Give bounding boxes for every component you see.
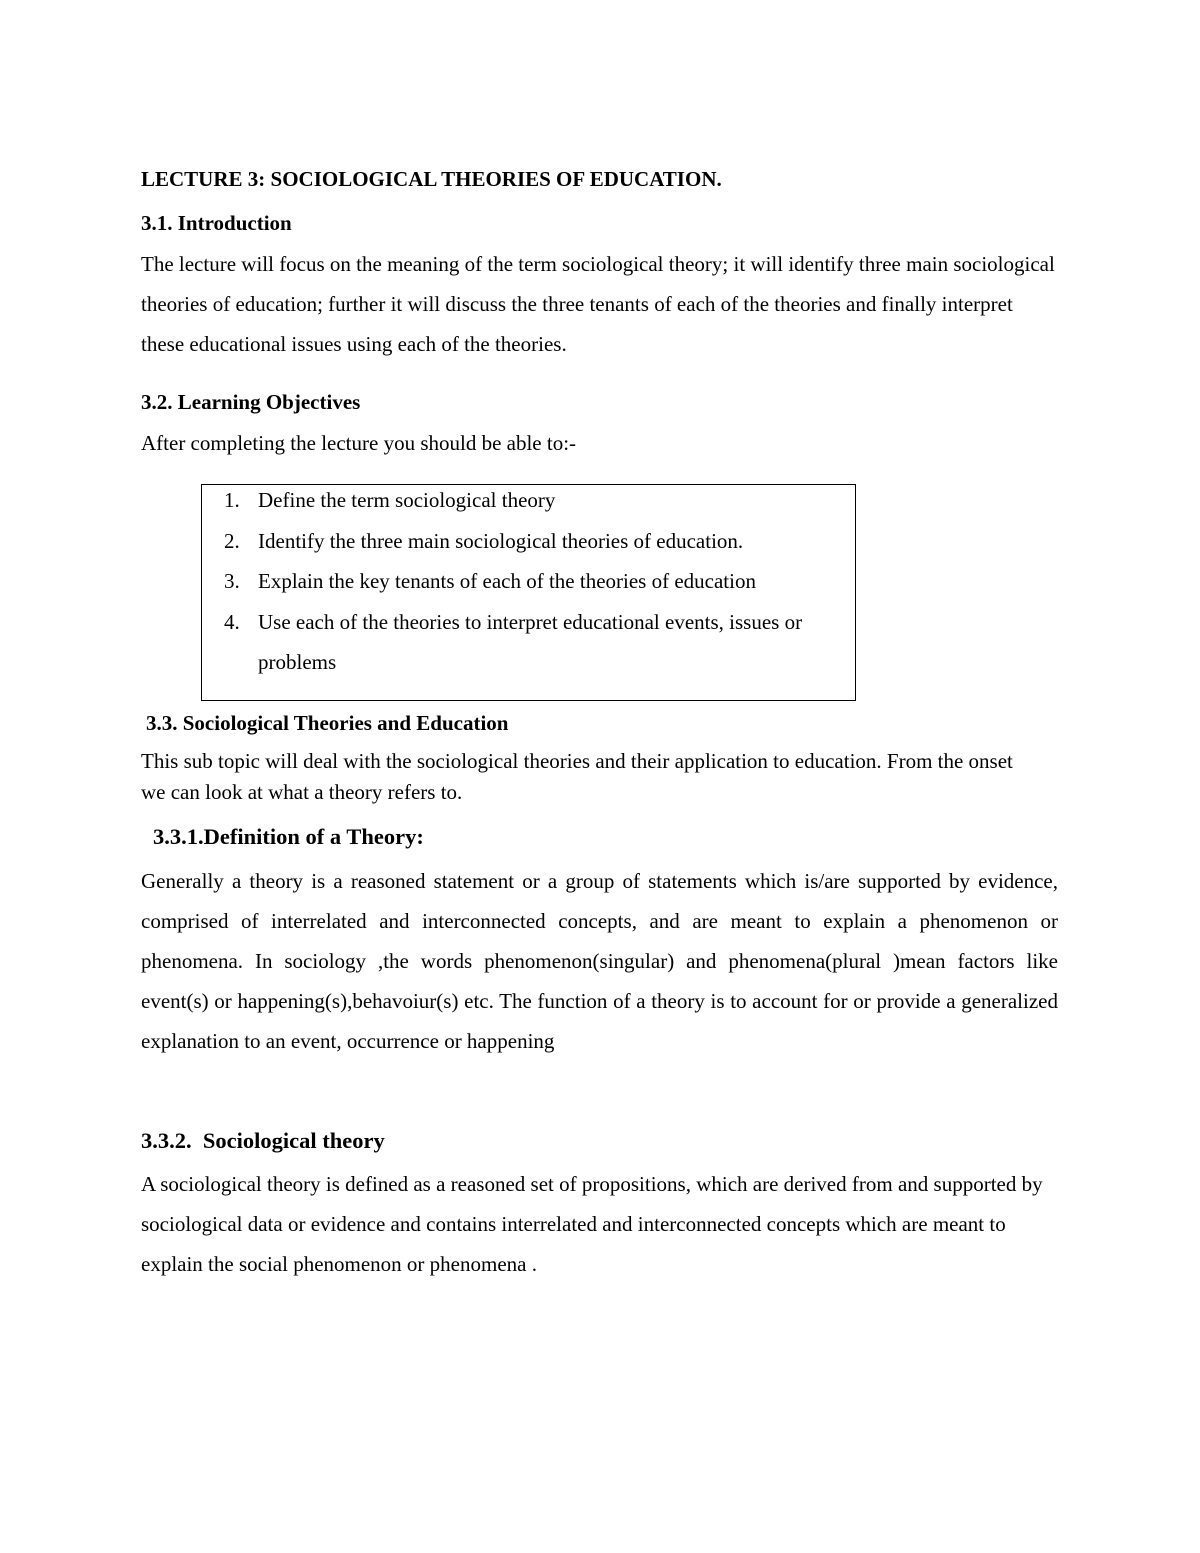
objective-item	[202, 521, 855, 562]
theories-education-heading: 3.3. Sociological Theories and Education	[146, 711, 509, 735]
objective-text: Define the term sociological theory	[258, 488, 556, 512]
objective-number: 2.	[224, 528, 240, 553]
sociological-theory-paragraph: A sociological theory is defined as a reasoned set of propositions, which are derived from and supported by sociological data or evidence and contains interrelated and interconnected concepts which are meant to explain the social phenomenon or phenomena .	[141, 1172, 1043, 1276]
objective-number: 1.	[224, 488, 240, 512]
theories-education-paragraph: This sub topic will deal with the sociological theories and their application to education. From the onset we can look at what a theory refers to.	[141, 749, 1013, 804]
definition-heading: 3.3.1.Definition of a Theory:	[153, 824, 424, 849]
objective-text: Explain the key tenants of each of the theories of education	[258, 569, 756, 593]
objective-number: 3.	[224, 569, 240, 593]
introduction-paragraph: The lecture will focus on the meaning of the term sociological theory; it will identify three main sociological theories of education; further it will discuss the three tenants of each of the theories and finally interpret these educational issues using each of the theories.	[141, 252, 1055, 356]
objective-text: Identify the three main sociological theories of education.	[258, 528, 744, 553]
objective-item	[202, 602, 855, 683]
objective-item	[202, 561, 855, 602]
objective-number: 4.	[224, 609, 240, 634]
definition-paragraph: Generally a theory is a reasoned statement or a group of statements which is/are supported by evidence, comprised of interrelated and interconnected concepts, and are meant to explain a phenomenon or phenomena. In sociology ,the words phenomenon(singular) and phenomena(plural )mean factors like event(s) or happening(s),behavoiur(s) etc. The function of a theory is to account for or provide a generalized explanation to an event, occurrence or happening	[141, 869, 1058, 1053]
objectives-box	[201, 484, 856, 701]
objective-text: Use each of the theories to interpret educational events, issues or problems	[258, 609, 803, 674]
lecture-title: LECTURE 3: SOCIOLOGICAL THEORIES OF EDUCATION.	[141, 167, 722, 191]
objectives-lead-text: After completing the lecture you should be able to:-	[141, 431, 577, 455]
introduction-heading: 3.1. Introduction	[141, 211, 292, 235]
objective-item	[202, 480, 855, 521]
objectives-list	[202, 480, 855, 683]
learning-objectives-heading: 3.2. Learning Objectives	[141, 390, 361, 414]
sociological-theory-heading: 3.3.2. Sociological theory	[141, 1128, 385, 1153]
